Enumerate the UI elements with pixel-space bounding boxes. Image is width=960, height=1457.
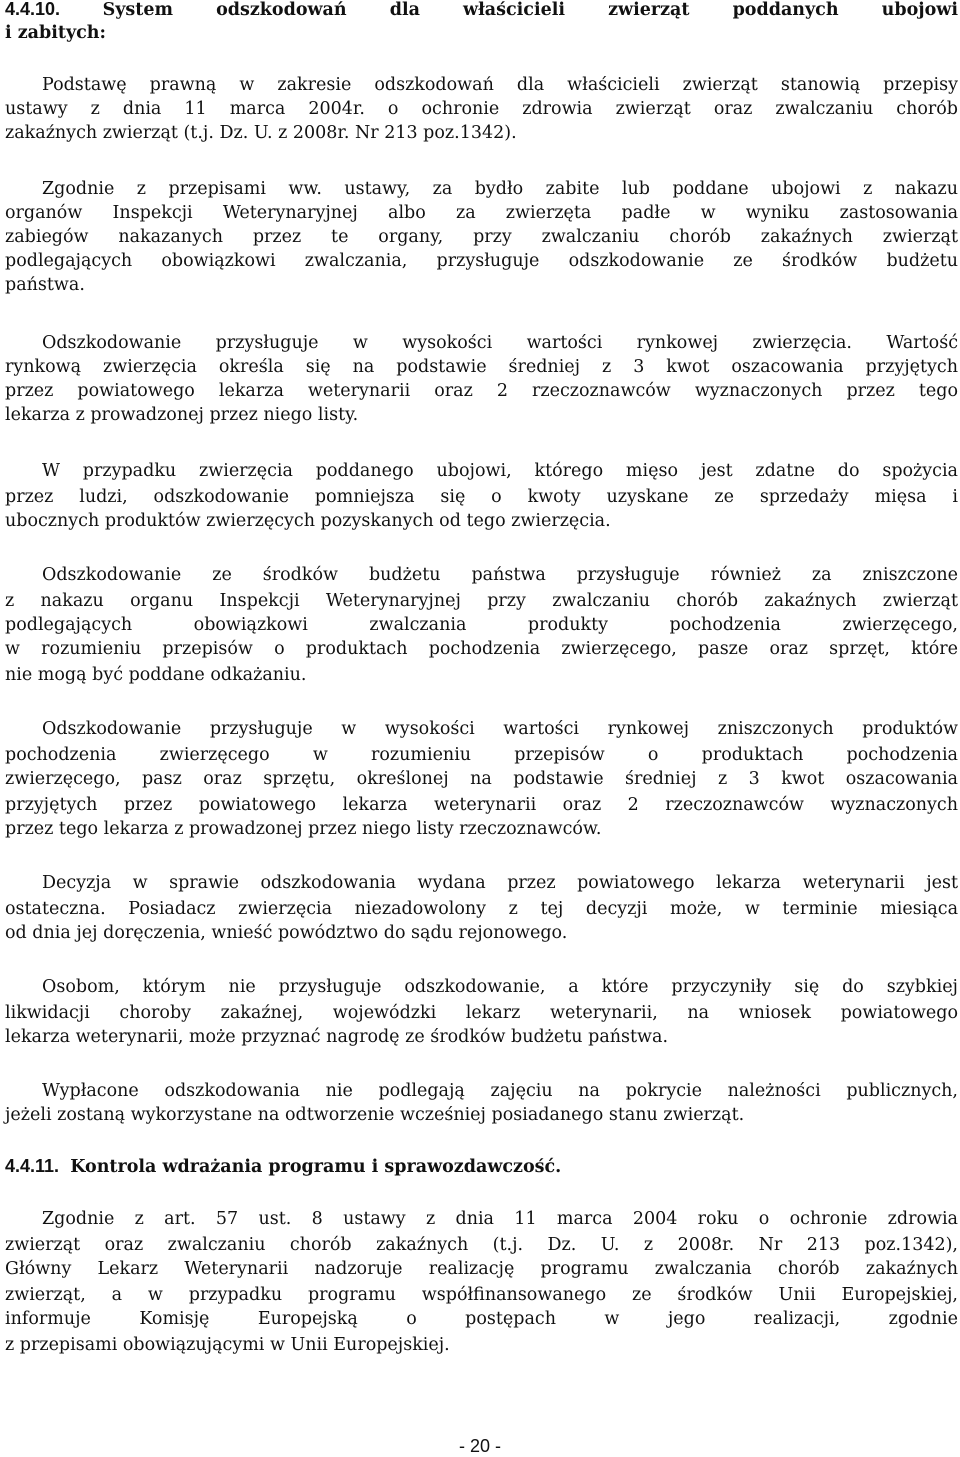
paragraph-line: zwierzęcego, pasz oraz sprzętu, określonej na podstawie średniej z 3 kwot oszacowania [5, 769, 958, 789]
paragraph-line: ustawy z dnia 11 marca 2004r. o ochronie zdrowia zwierząt oraz zwalczaniu chorób [5, 99, 958, 119]
paragraph-line: lekarza z prowadzonej przez niego listy. [5, 405, 359, 425]
paragraph-line: Osobom, którym nie przysługuje odszkodowanie, a które przyczyniły się do szybkiej [42, 977, 958, 997]
section-title: Kontrola wdrażania programu i sprawozdawczość. [70, 1157, 562, 1177]
paragraph-line: jeżeli zostaną wykorzystane na odtworzenie wcześniej posiadanego stanu zwierząt. [5, 1105, 745, 1125]
page-number: - 20 - [458, 1436, 501, 1456]
paragraph-line: Odszkodowanie przysługuje w wysokości wartości rynkowej zwierzęcia. Wartość [42, 333, 958, 353]
section-heading-4-4-11 [5, 1154, 958, 1179]
section-title-continued: i zabitych: [5, 23, 106, 43]
paragraph-line: W przypadku zwierzęcia poddanego ubojowi, którego mięso jest zdatne do spożycia [42, 461, 958, 481]
paragraph-line: od dnia jej doręczenia, wnieść powództwo do sądu rejonowego. [5, 923, 568, 943]
paragraph-line: ubocznych produktów zwierzęcych pozyskanych od tego zwierzęcia. [5, 511, 611, 531]
paragraph-line: Decyzja w sprawie odszkodowania wydana przez powiatowego lekarza weterynarii jest [42, 873, 958, 893]
paragraph-line: przez powiatowego lekarza weterynarii oraz 2 rzeczoznawców wyznaczonych przez tego [5, 381, 958, 401]
paragraph-line: likwidacji choroby zakaźnej, wojewódzki lekarz weterynarii, na wniosek powiatowego [5, 1003, 958, 1023]
section-number: 4.4.11. [5, 1156, 60, 1176]
paragraph-line: Odszkodowanie ze środków budżetu państwa przysługuje również za zniszczone [42, 565, 958, 585]
paragraph-line: Wypłacone odszkodowania nie podlegają zajęciu na pokrycie należności publicznych, [42, 1081, 958, 1101]
paragraph-line: Podstawę prawną w zakresie odszkodowań dla właścicieli zwierząt stanowią przepisy [42, 75, 958, 95]
paragraph-line: przez tego lekarza z prowadzonej przez niego listy rzeczoznawców. [5, 819, 602, 839]
paragraph-line: nie mogą być poddane odkażaniu. [5, 665, 307, 685]
paragraph-line: zwierząt oraz zwalczaniu chorób zakaźnych (t.j. Dz. U. z 2008r. Nr 213 poz.1342), [5, 1235, 958, 1255]
paragraph-line: Główny Lekarz Weterynarii nadzoruje realizację programu zwalczania chorób zakaźnych [5, 1259, 958, 1279]
paragraph-line: podlegających obowiązkowi zwalczania produkty pochodzenia zwierzęcego, [5, 615, 958, 635]
paragraph-line: państwa. [5, 275, 85, 295]
paragraph-line: zwierząt, a w przypadku programu współfinansowanego ze środków Unii Europejskiej, [5, 1285, 958, 1305]
paragraph-line: w rozumieniu przepisów o produktach pochodzenia zwierzęcego, pasze oraz sprzęt, które [5, 639, 958, 659]
paragraph-line: organów Inspekcji Weterynaryjnej albo za zwierzęta padłe w wyniku zastosowania [5, 203, 958, 223]
paragraph-line: zabiegów nakazanych przez te organy, przy zwalczaniu chorób zakaźnych zwierząt [5, 227, 958, 247]
paragraph-line: przyjętych przez powiatowego lekarza weterynarii oraz 2 rzeczoznawców wyznaczonych [5, 795, 958, 815]
paragraph-line: pochodzenia zwierzęcego w rozumieniu przepisów o produktach pochodzenia [5, 745, 958, 765]
paragraph-line: rynkową zwierzęcia określa się na podstawie średniej z 3 kwot oszacowania przyjętych [5, 357, 958, 377]
section-heading-4-4-10 [5, 0, 958, 22]
paragraph-line: Zgodnie z art. 57 ust. 8 ustawy z dnia 11 marca 2004 roku o ochronie zdrowia [42, 1209, 958, 1229]
paragraph-line: informuje Komisję Europejską o postępach w jego realizacji, zgodnie [5, 1309, 958, 1329]
section-number: 4.4.10. [5, 0, 61, 19]
paragraph-line: z nakazu organu Inspekcji Weterynaryjnej przy zwalczaniu chorób zakaźnych zwierząt [5, 591, 958, 611]
paragraph-line: Odszkodowanie przysługuje w wysokości wartości rynkowej zniszczonych produktów [42, 719, 958, 739]
paragraph-line: podlegających obowiązkowi zwalczania, przysługuje odszkodowanie ze środków budżetu [5, 251, 958, 271]
paragraph-line: lekarza weterynarii, może przyznać nagrodę ze środków budżetu państwa. [5, 1027, 669, 1047]
section-title: System odszkodowań dla właścicieli zwierząt poddanych ubojowi [102, 0, 958, 20]
paragraph-line: Zgodnie z przepisami ww. ustawy, za bydło zabite lub poddane ubojowi z nakazu [42, 179, 958, 199]
paragraph-line: ostateczna. Posiadacz zwierzęcia niezadowolony z tej decyzji może, w terminie miesiąca [5, 899, 958, 919]
paragraph-line: z przepisami obowiązującymi w Unii Europejskiej. [5, 1335, 450, 1355]
paragraph-line: zakaźnych zwierząt (t.j. Dz. U. z 2008r. Nr 213 poz.1342). [5, 123, 517, 143]
paragraph-line: przez ludzi, odszkodowanie pomniejsza się o kwoty uzyskane ze sprzedaży mięsa i [5, 487, 958, 507]
